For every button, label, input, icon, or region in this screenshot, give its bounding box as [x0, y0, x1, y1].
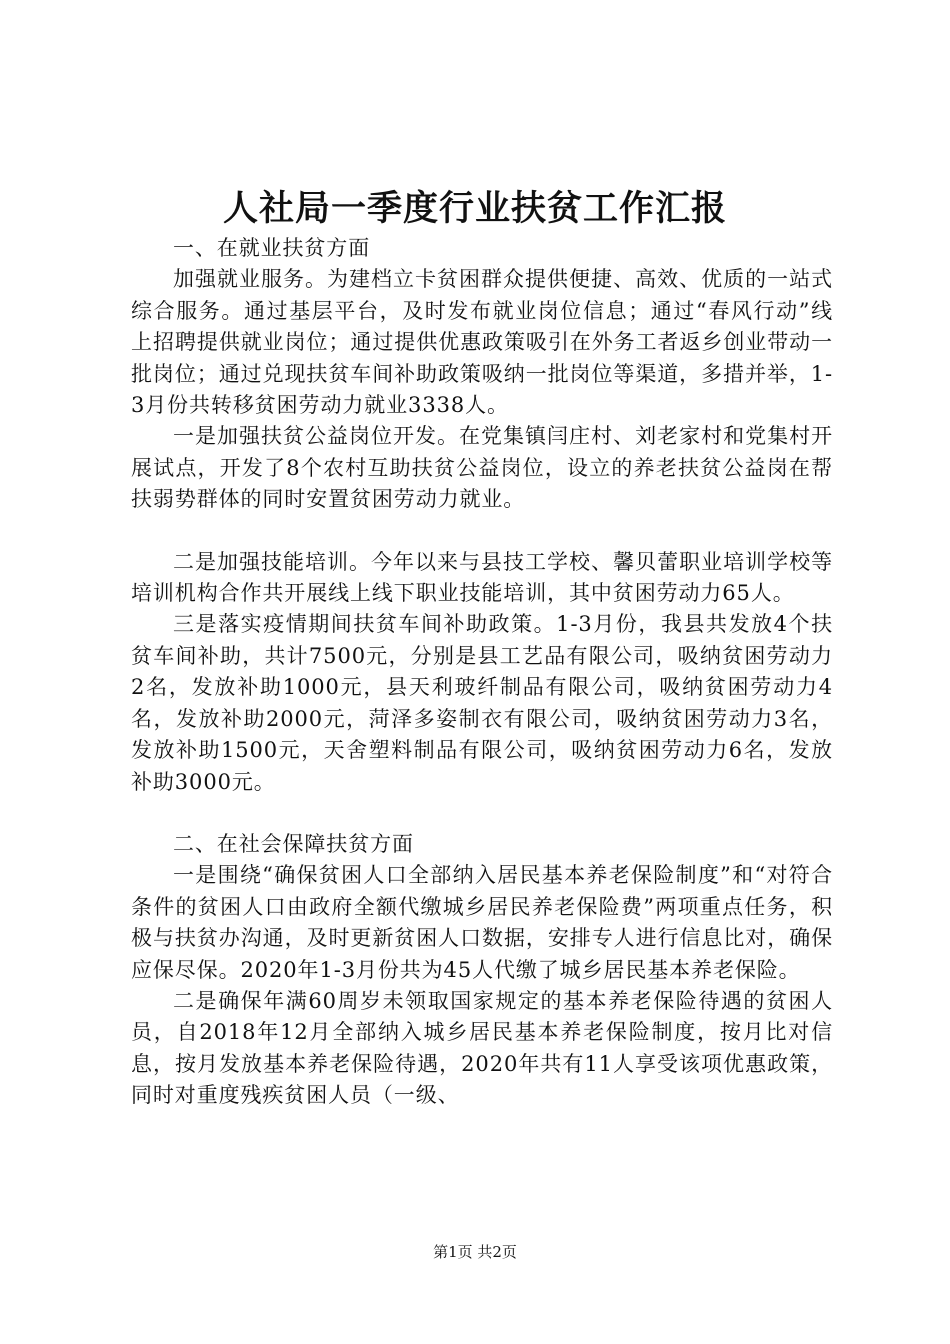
- page-footer: 第1页 共2页: [433, 1243, 517, 1261]
- document-body: [131, 233, 833, 1112]
- paragraph-skills-training: 二是加强技能培训。今年以来与县技工学校、馨贝蕾职业培训学校等培训机构合作共开展线上线下职业技能培训，其中贫困劳动力65人。: [131, 549, 833, 606]
- document-title: 人社局一季度行业扶贫工作汇报: [222, 188, 727, 229]
- section-heading-social-security: 二、在社会保障扶贫方面: [173, 831, 414, 856]
- paragraph-employment-service: 加强就业服务。为建档立卡贫困群众提供便捷、高效、优质的一站式综合服务。通过基层平台，及时发布就业岗位信息；通过“春风行动”线上招聘提供就业岗位；通过提供优惠政策吸引在外务工者返乡创业带动一批岗位；通过兑现扶贫车间补助政策吸纳一批岗位等渠道，多措并举，1-3月份共转移贫困劳动力就业3338人。: [131, 267, 833, 418]
- paragraph-pension-benefits: 二是确保年满60周岁未领取国家规定的基本养老保险待遇的贫困人员，自2018年12月全部纳入城乡居民基本养老保险制度，按月比对信息，按月发放基本养老保险待遇，2020年共有11人享受该项优惠政策，同时对重度残疾贫困人员（一级、: [131, 988, 833, 1108]
- paragraph-workshop-subsidy: 三是落实疫情期间扶贫车间补助政策。1-3月份，我县共发放4个扶贫车间补助，共计7500元，分别是县工艺品有限公司，吸纳贫困劳动力2名，发放补助1000元，县天利玻纤制品有限公司，吸纳贫困劳动力4名，发放补助2000元，菏泽多姿制衣有限公司，吸纳贫困劳动力3名，发放补助1500元，天舍塑料制品有限公司，吸纳贫困劳动力6名，发放补助3000元。: [131, 612, 833, 794]
- paragraph-pension-coverage: 一是围绕“确保贫困人口全部纳入居民基本养老保险制度”和“对符合条件的贫困人口由政府全额代缴城乡居民养老保险费”两项重点任务，积极与扶贫办沟通，及时更新贫困人口数据，安排专人进行信息比对，确保应保尽保。2020年1-3月份共为45人代缴了城乡居民基本养老保险。: [131, 863, 833, 982]
- paragraph-public-welfare-posts: 一是加强扶贫公益岗位开发。在党集镇闫庄村、刘老家村和党集村开展试点，开发了8个农村互助扶贫公益岗位，设立的养老扶贫公益岗在帮扶弱势群体的同时安置贫困劳动力就业。: [131, 424, 833, 512]
- section-heading-employment: 一、在就业扶贫方面: [173, 236, 371, 260]
